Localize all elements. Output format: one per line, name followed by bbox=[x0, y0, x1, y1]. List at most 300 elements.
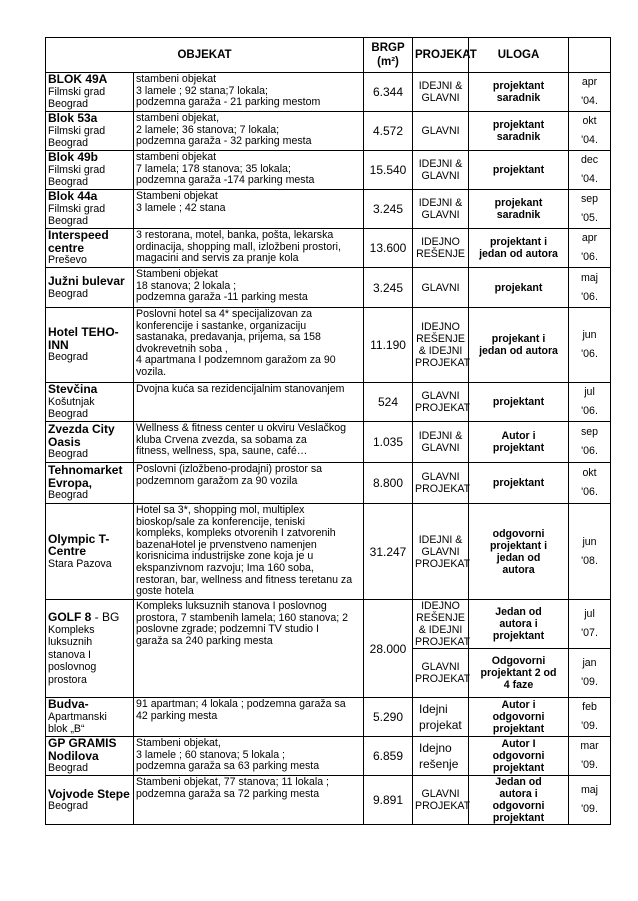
date-cell bbox=[569, 698, 611, 737]
project-phase-line: PROJEKAT bbox=[415, 483, 471, 495]
role-line: projektant bbox=[492, 442, 545, 454]
area-cell: 31.247 bbox=[364, 504, 413, 600]
project-phase-line: Idejno bbox=[419, 741, 452, 755]
date-line: '06. bbox=[581, 445, 598, 457]
date-cell bbox=[569, 112, 611, 151]
role-line: autora i bbox=[499, 618, 538, 630]
date-line: '09. bbox=[581, 676, 598, 688]
table-row bbox=[46, 308, 611, 383]
project-phase-line: GLAVNI bbox=[421, 390, 460, 402]
description-line: stambeni objekat, bbox=[136, 112, 220, 124]
role-cell bbox=[469, 698, 569, 737]
table-row bbox=[46, 737, 611, 776]
project-phase-cell bbox=[413, 73, 469, 112]
role-line: odgovorni bbox=[492, 527, 545, 540]
description-cell bbox=[134, 422, 364, 463]
description-line: kompleks, kompleks otvorenih I zatvorenih bbox=[136, 527, 336, 540]
description-cell bbox=[134, 151, 364, 190]
description-line: 3 lamele ; 42 stana bbox=[136, 201, 226, 214]
project-location: Filmski grad bbox=[48, 163, 106, 176]
table-row bbox=[46, 383, 611, 422]
role-cell bbox=[469, 504, 569, 600]
role-line: Odgovorni bbox=[491, 655, 546, 667]
project-name-suffix: - BG bbox=[91, 610, 120, 624]
project-phase-line: GLAVNI bbox=[421, 788, 460, 800]
area-cell: 4.572 bbox=[364, 112, 413, 151]
project-phase-line: GLAVNI bbox=[421, 281, 460, 294]
description-cell bbox=[134, 268, 364, 308]
project-phase-cell bbox=[413, 737, 469, 776]
project-phase-line: IDEJNO bbox=[421, 236, 460, 248]
date-line: '05. bbox=[581, 212, 598, 224]
description-line: konferencije i sastanke, organizaciju bbox=[136, 319, 307, 332]
date-line: okt bbox=[582, 115, 597, 127]
header-projekat: PROJEKAT bbox=[413, 38, 469, 73]
description-cell bbox=[134, 504, 364, 600]
description-line: podzemnom garažom za 90 vozila bbox=[136, 474, 298, 487]
role-line: projektant bbox=[492, 396, 545, 408]
project-name: Blok 53a bbox=[48, 111, 98, 126]
description-line: Stambeni objekat, bbox=[136, 737, 221, 749]
date-line: sep bbox=[580, 426, 599, 438]
date-line: maj bbox=[580, 271, 599, 284]
description-cell bbox=[134, 600, 364, 698]
date-line: jun bbox=[582, 329, 597, 341]
description-cell bbox=[134, 190, 364, 229]
table-row bbox=[46, 112, 611, 151]
description-cell bbox=[134, 698, 364, 737]
role-line: projektant bbox=[492, 812, 545, 824]
description-line: stambeni objekat bbox=[136, 151, 217, 163]
role-line: saradnik bbox=[496, 92, 541, 104]
project-location: Beograd bbox=[48, 98, 89, 111]
table-row bbox=[46, 151, 611, 190]
project-phase-cell bbox=[413, 308, 469, 383]
header-brgp: BRGP (m²) bbox=[364, 38, 413, 73]
project-phase-line: PROJEKAT bbox=[415, 357, 471, 369]
project-location: Košutnjak bbox=[48, 395, 95, 408]
date-cell bbox=[569, 229, 611, 268]
date-cell bbox=[569, 649, 611, 698]
project-name-cell bbox=[46, 463, 134, 504]
project-phase-line: PROJEKAT bbox=[415, 636, 471, 648]
role-line: projektant bbox=[492, 477, 545, 489]
description-line: fitness, wellness, spa, saune, café… bbox=[136, 445, 308, 458]
description-line: 91 apartman; 4 lokala ; podzemna garaža sa bbox=[136, 698, 346, 710]
project-name: Zvezda City Oasis bbox=[48, 422, 115, 449]
role-line: Autor i bbox=[501, 699, 536, 711]
project-phase-line: rešenje bbox=[419, 757, 459, 771]
description-line: ordinacija, shopping mall, izložbeni prostori, bbox=[136, 240, 341, 253]
project-name-cell bbox=[46, 504, 134, 600]
project-location: prostora bbox=[48, 673, 87, 686]
table-row bbox=[46, 698, 611, 737]
table-row bbox=[46, 504, 611, 600]
table-row bbox=[46, 229, 611, 268]
project-location: Stara Pazova bbox=[48, 557, 112, 570]
project-phase-cell bbox=[413, 649, 469, 698]
role-line: projekant i bbox=[491, 333, 546, 345]
project-name: Blok 44a bbox=[48, 189, 98, 204]
description-line: vozila. bbox=[136, 365, 167, 378]
table-row bbox=[46, 422, 611, 463]
project-name-line bbox=[48, 611, 131, 624]
description-line: podzemna garaža - 21 parking mestom bbox=[136, 96, 321, 109]
area-cell: 3.245 bbox=[364, 190, 413, 229]
project-location: Beograd bbox=[48, 215, 89, 228]
table-row bbox=[46, 73, 611, 112]
description-line: kluba Crvena zvezda, sa sobama za bbox=[136, 433, 307, 446]
description-line: Wellness & fitness center u okviru Veslačkog bbox=[136, 422, 347, 434]
role-line: projektant 2 od bbox=[480, 667, 557, 679]
description-line: bioskop/sale za konferencije, teniski bbox=[136, 515, 306, 528]
role-line: projektant bbox=[492, 119, 545, 131]
role-line: projektant bbox=[492, 630, 545, 642]
description-line: 4 apartmana I podzemnom garažom za 90 bbox=[136, 354, 336, 367]
description-line: ekspanzivnom razvoju; Ima 160 soba, bbox=[136, 561, 314, 574]
area-cell: 3.245 bbox=[364, 268, 413, 308]
date-cell bbox=[569, 504, 611, 600]
project-phase-cell bbox=[413, 112, 469, 151]
description-line: korisnicima industrijske zone koja je u bbox=[136, 550, 314, 563]
role-line: projektant i bbox=[489, 539, 548, 552]
description-line: 2 lamele; 36 stanova; 7 lokala; bbox=[136, 123, 280, 136]
role-line: odgovorni bbox=[492, 711, 545, 723]
project-name-cell bbox=[46, 308, 134, 383]
project-location: poslovnog bbox=[48, 661, 97, 673]
role-line: projektant bbox=[492, 80, 545, 92]
date-line: '06. bbox=[581, 486, 598, 498]
role-line: jedan od autora bbox=[479, 345, 558, 357]
project-phase-line: GLAVNI bbox=[421, 170, 460, 182]
project-location: Beograd bbox=[48, 762, 89, 775]
project-phase-line: GLAVNI bbox=[421, 661, 460, 673]
description-cell bbox=[134, 463, 364, 504]
area-cell: 11.190 bbox=[364, 308, 413, 383]
project-phase-line: GLAVNI bbox=[421, 125, 460, 137]
table-row bbox=[46, 268, 611, 308]
project-phase-cell bbox=[413, 504, 469, 600]
date-line: apr bbox=[581, 232, 598, 244]
project-phase-line: & IDEJNI bbox=[418, 624, 463, 636]
area-cell: 1.035 bbox=[364, 422, 413, 463]
date-line: feb bbox=[582, 701, 597, 713]
date-line: dec bbox=[580, 154, 599, 166]
project-name-cell bbox=[46, 268, 134, 308]
project-name: Blok 49b bbox=[48, 150, 99, 165]
project-name: Stevčina bbox=[48, 382, 98, 397]
area-cell: 524 bbox=[364, 383, 413, 422]
project-phase-line: IDEJNI & bbox=[418, 197, 463, 209]
table-row bbox=[46, 776, 611, 825]
project-location: Filmski grad bbox=[48, 85, 106, 98]
description-line: Stambeni objekat bbox=[136, 268, 218, 280]
description-cell bbox=[134, 229, 364, 268]
project-name: Tehnomarket Evropa, bbox=[48, 463, 123, 490]
role-line: projekant bbox=[494, 281, 543, 294]
role-line: Jedan od bbox=[495, 776, 542, 788]
date-cell bbox=[569, 737, 611, 776]
description-cell bbox=[134, 737, 364, 776]
project-phase-line: PROJEKAT bbox=[415, 402, 471, 414]
project-phase-line: GLAVNI bbox=[421, 442, 460, 454]
description-line: Poslovni hotel sa 4* specijalizovan za bbox=[136, 308, 313, 320]
role-line: autora i bbox=[499, 788, 538, 800]
date-line: jul bbox=[584, 386, 595, 398]
project-name-cell bbox=[46, 190, 134, 229]
role-cell bbox=[469, 151, 569, 190]
date-cell bbox=[569, 151, 611, 190]
role-cell bbox=[469, 383, 569, 422]
project-name-cell bbox=[46, 229, 134, 268]
role-line: jedan od autora bbox=[479, 248, 558, 260]
role-line: Jedan od bbox=[495, 606, 542, 618]
project-name-cell bbox=[46, 73, 134, 112]
project-location: Beograd bbox=[48, 448, 89, 461]
role-cell bbox=[469, 776, 569, 825]
projects-table bbox=[45, 37, 611, 825]
role-line: saradnik bbox=[496, 209, 541, 221]
date-line: mar bbox=[580, 740, 599, 752]
date-line: '04. bbox=[581, 95, 598, 107]
date-line: maj bbox=[580, 784, 599, 796]
description-line: sastanaka, predavanja, prijema, sa 158 bbox=[136, 331, 321, 344]
project-location: Beograd bbox=[48, 800, 89, 812]
description-line: 3 lamele ; 92 stana;7 lokala; bbox=[136, 84, 268, 97]
project-phase-line: IDEJNI & bbox=[418, 80, 463, 92]
description-line: dvokrevetnih soba , bbox=[136, 342, 228, 355]
table-row bbox=[46, 463, 611, 504]
description-line: podzemna garaža -11 parking mesta bbox=[136, 291, 308, 304]
project-location: Beograd bbox=[48, 176, 89, 189]
role-line: autora bbox=[502, 563, 535, 576]
project-phase-cell bbox=[413, 600, 469, 649]
role-cell bbox=[469, 463, 569, 504]
project-phase-cell bbox=[413, 422, 469, 463]
description-line: Stambeni objekat, 77 stanova; 11 lokala ; bbox=[136, 776, 329, 788]
project-location: Beograd bbox=[48, 351, 89, 364]
date-line: jan bbox=[582, 657, 597, 669]
header-objekat: OBJEKAT bbox=[46, 38, 364, 73]
role-line: projektant bbox=[492, 164, 545, 176]
area-cell: 6.859 bbox=[364, 737, 413, 776]
date-line: jun bbox=[582, 535, 597, 548]
date-cell bbox=[569, 600, 611, 649]
description-line: 7 lamela; 178 stanova; 35 lokala; bbox=[136, 162, 291, 175]
project-location: Apartmanski bbox=[48, 710, 107, 723]
role-cell bbox=[469, 268, 569, 308]
role-line: 4 faze bbox=[503, 679, 534, 691]
description-line: 3 lamele ; 60 stanova; 5 lokala ; bbox=[136, 748, 285, 761]
description-line: stambeni objekat bbox=[136, 73, 217, 85]
role-cell bbox=[469, 190, 569, 229]
header-date bbox=[569, 38, 611, 73]
project-phase-line: IDEJNI & bbox=[418, 158, 463, 170]
description-line: Hotel sa 3*, shopping mol, multiplex bbox=[136, 504, 305, 516]
project-name-cell bbox=[46, 422, 134, 463]
project-phase-line: Idejni bbox=[419, 702, 448, 716]
role-line: projektant bbox=[492, 762, 545, 774]
project-name-cell bbox=[46, 776, 134, 825]
date-line: okt bbox=[582, 467, 597, 479]
description-cell bbox=[134, 776, 364, 825]
date-line: '06. bbox=[581, 348, 598, 360]
table-row bbox=[46, 190, 611, 229]
project-phase-line: REŠENJE bbox=[416, 333, 465, 345]
project-name: GP GRAMIS Nodilova bbox=[48, 736, 117, 763]
date-cell bbox=[569, 383, 611, 422]
description-cell bbox=[134, 112, 364, 151]
role-line: Autor I bbox=[501, 738, 536, 750]
project-location: Kompleks bbox=[48, 623, 95, 636]
description-line: prostora, 7 stambenih lamela; 160 stanova; 2 bbox=[136, 611, 348, 624]
project-name: Interspeed centre bbox=[48, 228, 109, 255]
description-line: 42 parking mesta bbox=[136, 709, 218, 722]
description-line: podzemna garaža sa 72 parking mesta bbox=[136, 787, 320, 800]
description-line: 18 stanova; 2 lokala ; bbox=[136, 279, 237, 292]
role-line: projektant bbox=[492, 723, 545, 735]
date-cell bbox=[569, 776, 611, 825]
project-name: Hotel TEHO-INN bbox=[48, 325, 119, 352]
project-phase-cell bbox=[413, 268, 469, 308]
date-line: '04. bbox=[581, 173, 598, 185]
project-name: Južni bulevar bbox=[48, 274, 125, 288]
role-line: projekant bbox=[494, 197, 543, 209]
date-line: jul bbox=[584, 608, 595, 620]
project-phase-line: IDEJNI & bbox=[418, 533, 463, 546]
area-cell: 8.800 bbox=[364, 463, 413, 504]
header-uloga: ULOGA bbox=[469, 38, 569, 73]
project-name: Olympic T-Centre bbox=[48, 531, 110, 559]
project-name: Vojvode Stepe bbox=[48, 786, 130, 801]
project-phase-cell bbox=[413, 776, 469, 825]
role-line: projektant i bbox=[489, 236, 548, 248]
role-line: saradnik bbox=[496, 131, 541, 143]
project-name-cell bbox=[46, 112, 134, 151]
project-phase-line: PROJEKAT bbox=[415, 800, 471, 812]
project-location: Beograd bbox=[48, 287, 89, 300]
project-location: Beograd bbox=[48, 489, 89, 502]
project-location: Filmski grad bbox=[48, 124, 106, 137]
project-name-cell bbox=[46, 600, 134, 698]
description-cell bbox=[134, 308, 364, 383]
date-line: apr bbox=[581, 76, 598, 88]
project-phase-line: REŠENJE bbox=[416, 612, 465, 624]
project-name-cell bbox=[46, 383, 134, 422]
description-line: poslovne zgrade; podzemni TV studio I bbox=[136, 623, 319, 636]
description-line: podzemna garaža sa 63 parking mesta bbox=[136, 760, 320, 773]
project-phase-cell bbox=[413, 698, 469, 737]
date-line: '06. bbox=[581, 290, 598, 303]
description-line: 3 restorana, motel, banka, pošta, lekarska bbox=[136, 229, 334, 241]
date-line: '06. bbox=[581, 405, 598, 417]
role-cell bbox=[469, 737, 569, 776]
date-cell bbox=[569, 308, 611, 383]
role-line: jedan od bbox=[496, 551, 541, 564]
project-location: stanova I bbox=[48, 648, 91, 661]
project-phase-line: IDEJNI & bbox=[418, 430, 463, 442]
project-location: Beograd bbox=[48, 408, 89, 421]
description-cell bbox=[134, 383, 364, 422]
role-line: odgovorni bbox=[492, 750, 545, 762]
project-phase-cell bbox=[413, 190, 469, 229]
role-cell bbox=[469, 73, 569, 112]
area-cell: 15.540 bbox=[364, 151, 413, 190]
date-line: '04. bbox=[581, 134, 598, 146]
project-phase-line: IDEJNO bbox=[421, 600, 460, 612]
project-phase-line: GLAVNI bbox=[421, 471, 460, 483]
date-line: '08. bbox=[581, 554, 598, 567]
project-name-cell bbox=[46, 737, 134, 776]
project-name-cell bbox=[46, 698, 134, 737]
date-line: '09. bbox=[581, 803, 598, 815]
project-phase-cell bbox=[413, 151, 469, 190]
description-line: podzemna garaža - 32 parking mesta bbox=[136, 135, 312, 148]
description-line: bazenaHotel je prvenstveno namenjen bbox=[136, 538, 317, 551]
project-phase-cell bbox=[413, 229, 469, 268]
date-cell bbox=[569, 73, 611, 112]
area-cell: 9.891 bbox=[364, 776, 413, 825]
project-phase-cell bbox=[413, 383, 469, 422]
description-line: goste hotela bbox=[136, 585, 194, 598]
description-line: restoran, bar, wellness and fitness teretanu za bbox=[136, 573, 353, 586]
project-phase-cell bbox=[413, 463, 469, 504]
project-phase-line: IDEJNO bbox=[421, 321, 460, 333]
project-phase-line: PROJEKAT bbox=[415, 557, 471, 570]
role-cell bbox=[469, 229, 569, 268]
project-location: luksuznih bbox=[48, 636, 93, 648]
area-cell: 6.344 bbox=[364, 73, 413, 112]
date-cell bbox=[569, 422, 611, 463]
description-line: magacini and servis za pranje kola bbox=[136, 252, 299, 265]
table-row bbox=[46, 600, 611, 649]
project-phase-line: projekat bbox=[419, 718, 462, 732]
role-cell bbox=[469, 649, 569, 698]
project-name-cell bbox=[46, 151, 134, 190]
date-cell bbox=[569, 190, 611, 229]
role-cell bbox=[469, 422, 569, 463]
description-line: podzemna garaža -174 parking mesta bbox=[136, 174, 315, 187]
description-line: Stambeni objekat bbox=[136, 190, 218, 202]
description-line: Poslovni (izložbeno-prodajni) prostor sa bbox=[136, 463, 323, 475]
project-location: Preševo bbox=[48, 254, 87, 267]
project-location: Beograd bbox=[48, 137, 89, 150]
area-cell: 5.290 bbox=[364, 698, 413, 737]
project-name: GOLF 8 bbox=[48, 610, 92, 624]
role-cell bbox=[469, 308, 569, 383]
date-line: '09. bbox=[581, 720, 598, 732]
project-phase-line: GLAVNI bbox=[421, 92, 460, 104]
role-cell bbox=[469, 600, 569, 649]
area-cell: 13.600 bbox=[364, 229, 413, 268]
date-line: sep bbox=[580, 193, 599, 205]
description-line: Dvojna kuća sa rezidencijalnim stanovanjem bbox=[136, 383, 345, 395]
project-phase-line: GLAVNI bbox=[421, 545, 460, 558]
role-cell bbox=[469, 112, 569, 151]
description-line: Kompleks luksuznih stanova I poslovnog bbox=[136, 600, 327, 612]
project-phase-line: GLAVNI bbox=[421, 209, 460, 221]
date-cell bbox=[569, 463, 611, 504]
date-cell bbox=[569, 268, 611, 308]
role-line: Autor i bbox=[501, 430, 536, 442]
description-cell bbox=[134, 73, 364, 112]
role-line: odgovorni bbox=[492, 800, 545, 812]
area-cell: 28.000 bbox=[364, 600, 413, 698]
project-location: Filmski grad bbox=[48, 202, 106, 215]
project-phase-line: REŠENJE bbox=[416, 248, 465, 260]
project-name: BLOK 49A bbox=[48, 72, 108, 87]
description-line: garaža sa 240 parking mesta bbox=[136, 634, 273, 647]
